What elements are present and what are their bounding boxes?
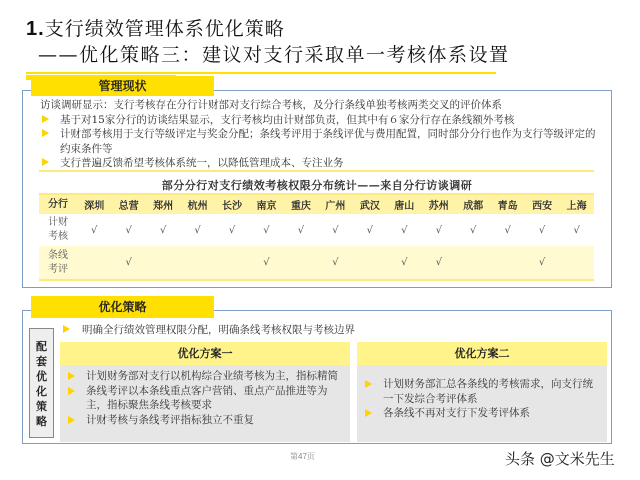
check-cell: √ — [318, 214, 352, 246]
check-cell — [559, 246, 594, 280]
row-label: 计财 考核 — [39, 214, 77, 246]
status-bullet: 支行普遍反馈希望考核体系统一，以降低管理成本、专注业务 — [40, 156, 605, 171]
triangle-bullet-icon — [68, 416, 75, 424]
title-rule-thin — [26, 72, 496, 74]
header-cell: 总营 — [111, 194, 145, 214]
check-cell: √ — [525, 214, 559, 246]
header-cell: 广州 — [318, 194, 352, 214]
check-cell: √ — [318, 246, 352, 280]
check-cell: √ — [77, 214, 111, 246]
page-subtitle: ——优化策略三：建议对支行采取单一考核体系设置 — [38, 44, 510, 66]
table-row — [39, 246, 594, 280]
status-section — [22, 90, 612, 288]
status-bullet: 计财部考核用于支行等级评定与奖金分配；条线考评用于条线评优与费用配置，同时部分分行也作为支行等级评定的约束条件等 — [40, 127, 605, 156]
authority-table — [39, 193, 594, 281]
triangle-bullet-icon — [63, 325, 70, 333]
check-cell: √ — [180, 214, 214, 246]
check-cell — [490, 246, 524, 280]
check-cell — [353, 246, 387, 280]
plan-bullet: 条线考评以本条线重点客户营销、重点产品推进等为主，指标聚焦条线考核要求 — [64, 384, 342, 413]
status-intro: 访谈调研显示：支行考核存在分行计财部对支行综合考核，及分行条线单独考核两类交叉的评价体系 — [40, 99, 502, 111]
title-text: 支行绩效管理体系优化策略 — [44, 18, 285, 40]
table-row — [39, 214, 594, 246]
table-header-row — [39, 194, 594, 214]
check-cell — [456, 246, 490, 280]
check-cell — [284, 246, 318, 280]
check-cell: √ — [490, 214, 524, 246]
header-cell: 上海 — [559, 194, 594, 214]
triangle-bullet-icon — [365, 380, 372, 388]
status-section-tag: 管理现状 — [31, 76, 214, 96]
check-cell: √ — [249, 214, 283, 246]
header-cell: 西安 — [525, 194, 559, 214]
main-point: 明确全行绩效管理权限分配，明确条线考核权限与考核边界 — [63, 322, 355, 337]
triangle-bullet-icon — [365, 409, 372, 417]
plan-two — [357, 342, 607, 442]
status-text — [40, 98, 605, 171]
triangle-bullet-icon — [68, 372, 75, 380]
check-cell: √ — [353, 214, 387, 246]
triangle-bullet-icon — [42, 129, 49, 137]
check-cell: √ — [249, 246, 283, 280]
side-label: 配 套 优 化 策 略 — [29, 328, 54, 438]
triangle-bullet-icon — [42, 115, 49, 123]
plan-title: 优化方案一 — [60, 342, 350, 365]
check-cell: √ — [146, 214, 180, 246]
plan-body — [357, 365, 607, 421]
header-cell: 长沙 — [215, 194, 249, 214]
triangle-bullet-icon — [68, 387, 75, 395]
header-cell: 武汉 — [353, 194, 387, 214]
table-title: 部分分行对支行绩效考核权限分布统计——来自分行访谈调研 — [161, 179, 473, 192]
header-cell: 成都 — [456, 194, 490, 214]
check-cell: √ — [559, 214, 594, 246]
plan-body — [60, 365, 350, 427]
check-cell: √ — [111, 214, 145, 246]
page-number: 第47页 — [290, 452, 315, 461]
header-cell: 分行 — [39, 194, 77, 214]
plan-one — [60, 342, 350, 442]
check-cell — [180, 246, 214, 280]
check-cell: √ — [215, 214, 249, 246]
check-cell — [77, 246, 111, 280]
triangle-bullet-icon — [42, 158, 49, 166]
header-cell: 郑州 — [146, 194, 180, 214]
header-cell: 重庆 — [284, 194, 318, 214]
check-cell: √ — [284, 214, 318, 246]
plan-bullet: 计划财务部汇总各条线的考核需求，向支行统一下发综合考评体系 — [361, 377, 599, 406]
optimization-section-tag: 优化策略 — [31, 296, 214, 318]
header-cell: 苏州 — [422, 194, 456, 214]
page-title — [26, 14, 285, 41]
status-bullet: 基于对15家分行的访谈结果显示，支行考核均由计财部负责，但其中有６家分行存在条线额外考核 — [40, 113, 605, 128]
plan-title: 优化方案二 — [357, 342, 607, 365]
optimization-section — [22, 310, 612, 444]
header-cell: 青岛 — [490, 194, 524, 214]
plan-bullet: 各条线不再对支行下发考评体系 — [361, 406, 599, 421]
header-cell: 南京 — [249, 194, 283, 214]
check-cell: √ — [422, 214, 456, 246]
title-number: 1. — [26, 18, 45, 40]
header-cell: 深圳 — [77, 194, 111, 214]
header-cell: 唐山 — [387, 194, 421, 214]
row-label: 条线 考评 — [39, 246, 77, 280]
check-cell: √ — [525, 246, 559, 280]
check-cell: √ — [387, 214, 421, 246]
divider — [39, 170, 594, 172]
check-cell: √ — [111, 246, 145, 280]
plan-bullet: 计财考核与条线考评指标独立不重复 — [64, 413, 342, 428]
check-cell: √ — [456, 214, 490, 246]
plan-bullet: 计划财务部对支行以机构综合业绩考核为主，指标精简 — [64, 369, 342, 384]
check-cell — [215, 246, 249, 280]
check-cell: √ — [422, 246, 456, 280]
check-cell: √ — [387, 246, 421, 280]
check-cell — [146, 246, 180, 280]
header-cell: 杭州 — [180, 194, 214, 214]
watermark: 头条 @文米先生 — [505, 450, 615, 468]
